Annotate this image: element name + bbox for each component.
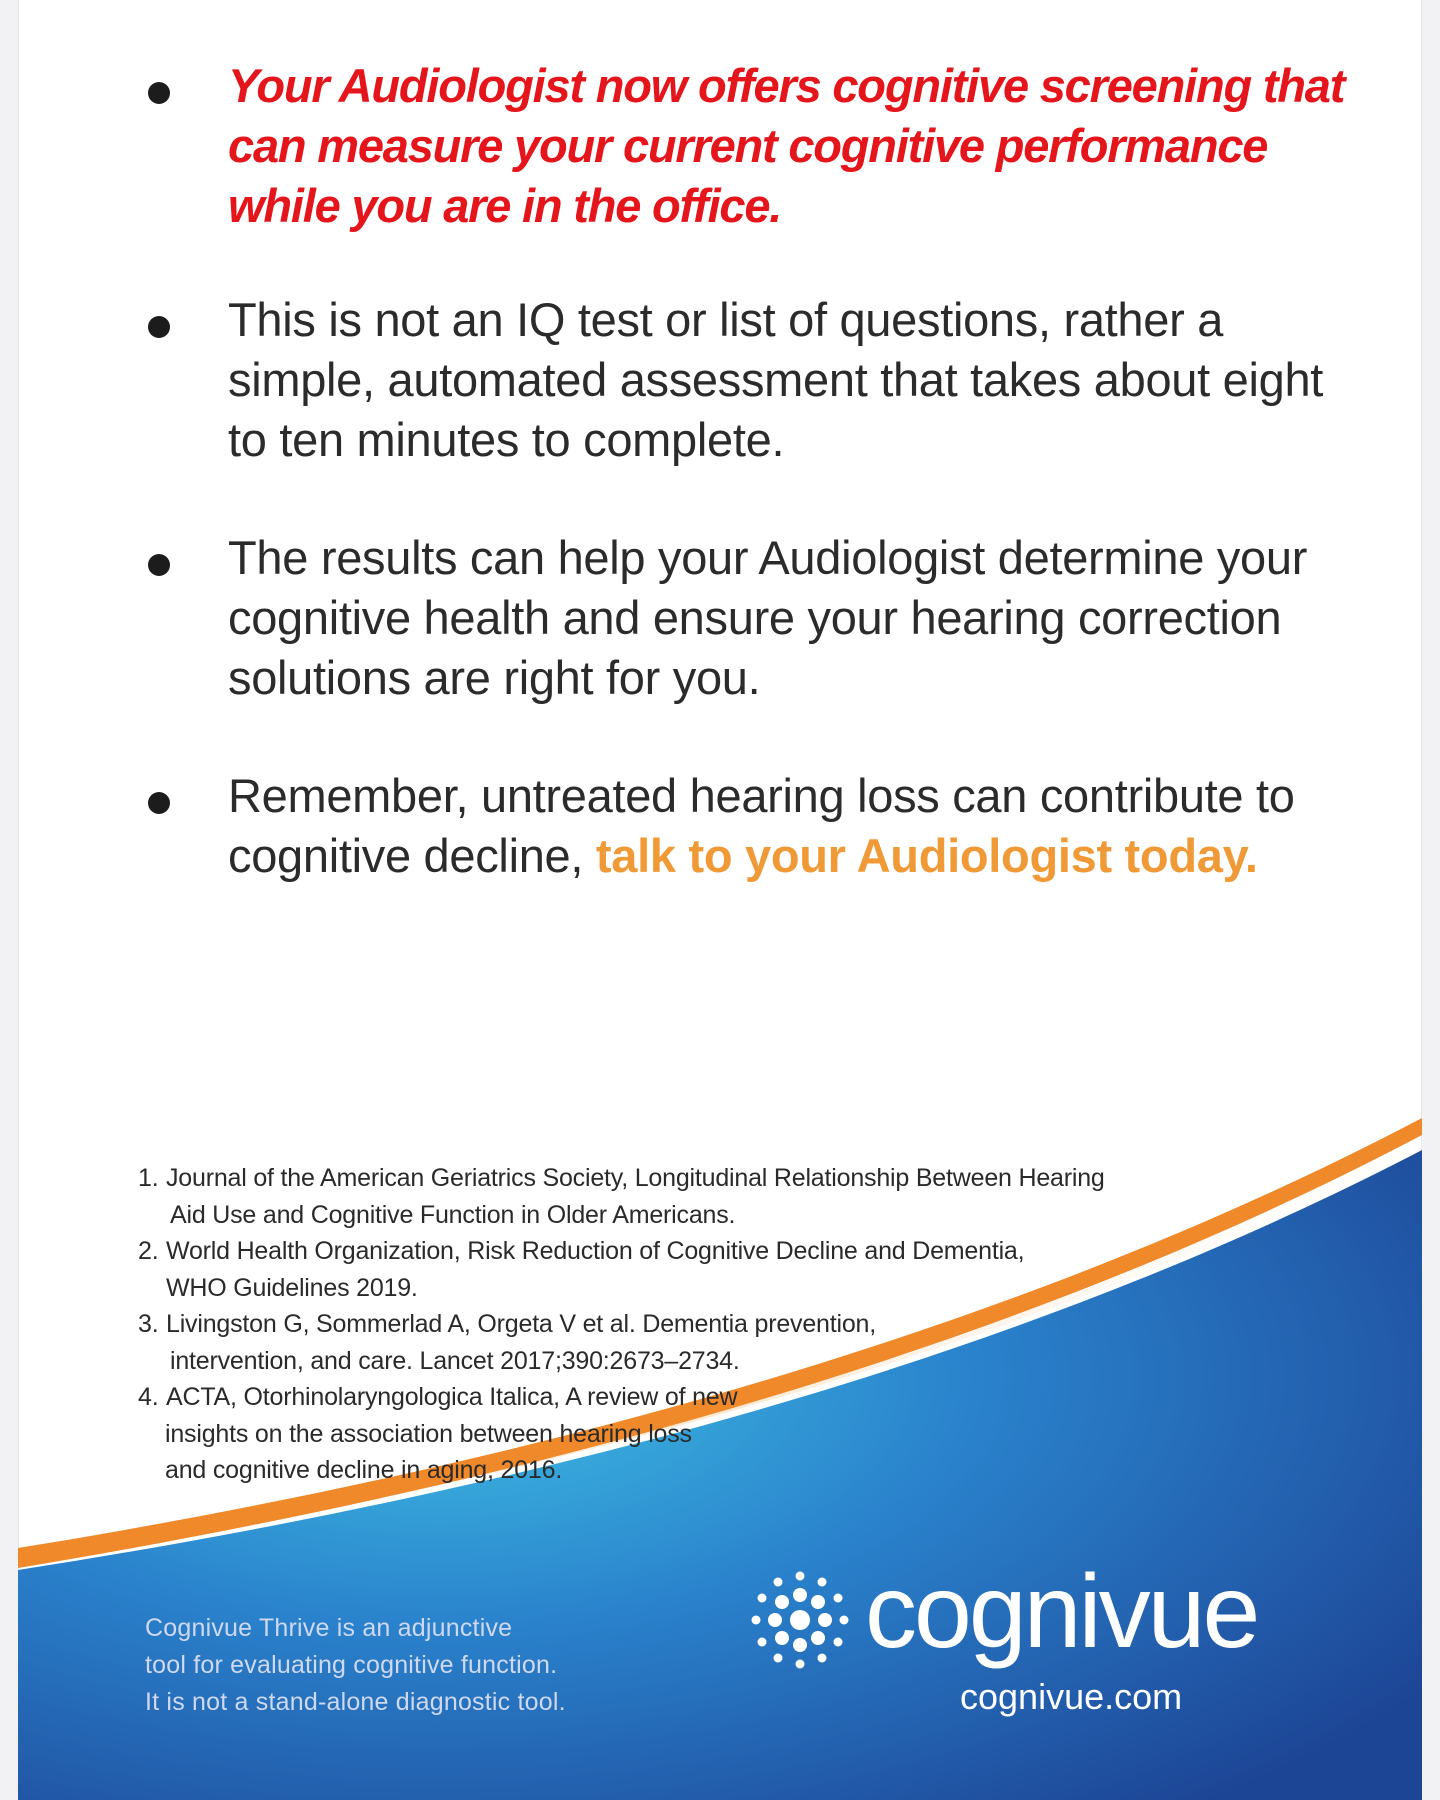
reference-number: 1. <box>138 1164 159 1192</box>
reference-number: 4. <box>138 1383 159 1411</box>
website-link[interactable]: cognivue.com <box>960 1676 1183 1717</box>
cognivue-logo <box>750 1554 1310 1675</box>
reference-number: 2. <box>138 1237 159 1265</box>
bullet-text-results: The results can help your Audiologist determine your cognitive health and ensure your hearing correction solutions are right for you. <box>228 531 1308 704</box>
disclaimer <box>145 1610 665 1721</box>
disclaimer-line: Cognivue Thrive is an adjunctive <box>145 1614 513 1642</box>
reference-number: 3. <box>138 1310 159 1338</box>
reference-item <box>138 1379 1138 1489</box>
reference-line: Journal of the American Geriatrics Society, Longitudinal Relationship Between Hearing <box>166 1164 1105 1192</box>
disclaimer-line: It is not a stand-alone diagnostic tool. <box>145 1688 566 1716</box>
cognivue-dots-icon <box>750 1570 850 1670</box>
reference-item <box>138 1233 1138 1306</box>
reference-line: WHO Guidelines 2019. <box>166 1273 418 1302</box>
remember-text: Remember, untreated hearing loss can contribute to cognitive decline, <box>228 769 1295 882</box>
bullet-text-screening: Your Audiologist now offers cognitive screening that can measure your current cognitive performance while you are in the office. <box>228 59 1345 232</box>
cognivue-wordmark: cognivue <box>865 1554 1258 1670</box>
reference-line: Aid Use and Cognitive Function in Older Americans. <box>170 1200 736 1229</box>
reference-item <box>138 1306 1138 1379</box>
disclaimer-line: tool for evaluating cognitive function. <box>145 1651 558 1679</box>
reference-line: Livingston G, Sommerlad A, Orgeta V et al. Dementia prevention, <box>166 1310 876 1338</box>
reference-line: ACTA, Otorhinolaryngologica Italica, A review of new <box>166 1383 738 1411</box>
reference-line: intervention, and care. Lancet 2017;390:2673–2734. <box>170 1346 740 1375</box>
reference-line: World Health Organization, Risk Reduction of Cognitive Decline and Dementia, <box>166 1237 1025 1265</box>
reference-item <box>138 1160 1138 1233</box>
reference-line: insights on the association between hearing loss <box>165 1419 692 1448</box>
bullet-text-not-iq-test: This is not an IQ test or list of questions, rather a simple, automated assessment that takes about eight to ten minutes to complete. <box>228 293 1324 466</box>
references-list <box>138 1160 1138 1489</box>
talk-to-audiologist-highlight: talk to your Audiologist today. <box>595 829 1258 882</box>
reference-line: and cognitive decline in aging, 2016. <box>165 1456 563 1484</box>
